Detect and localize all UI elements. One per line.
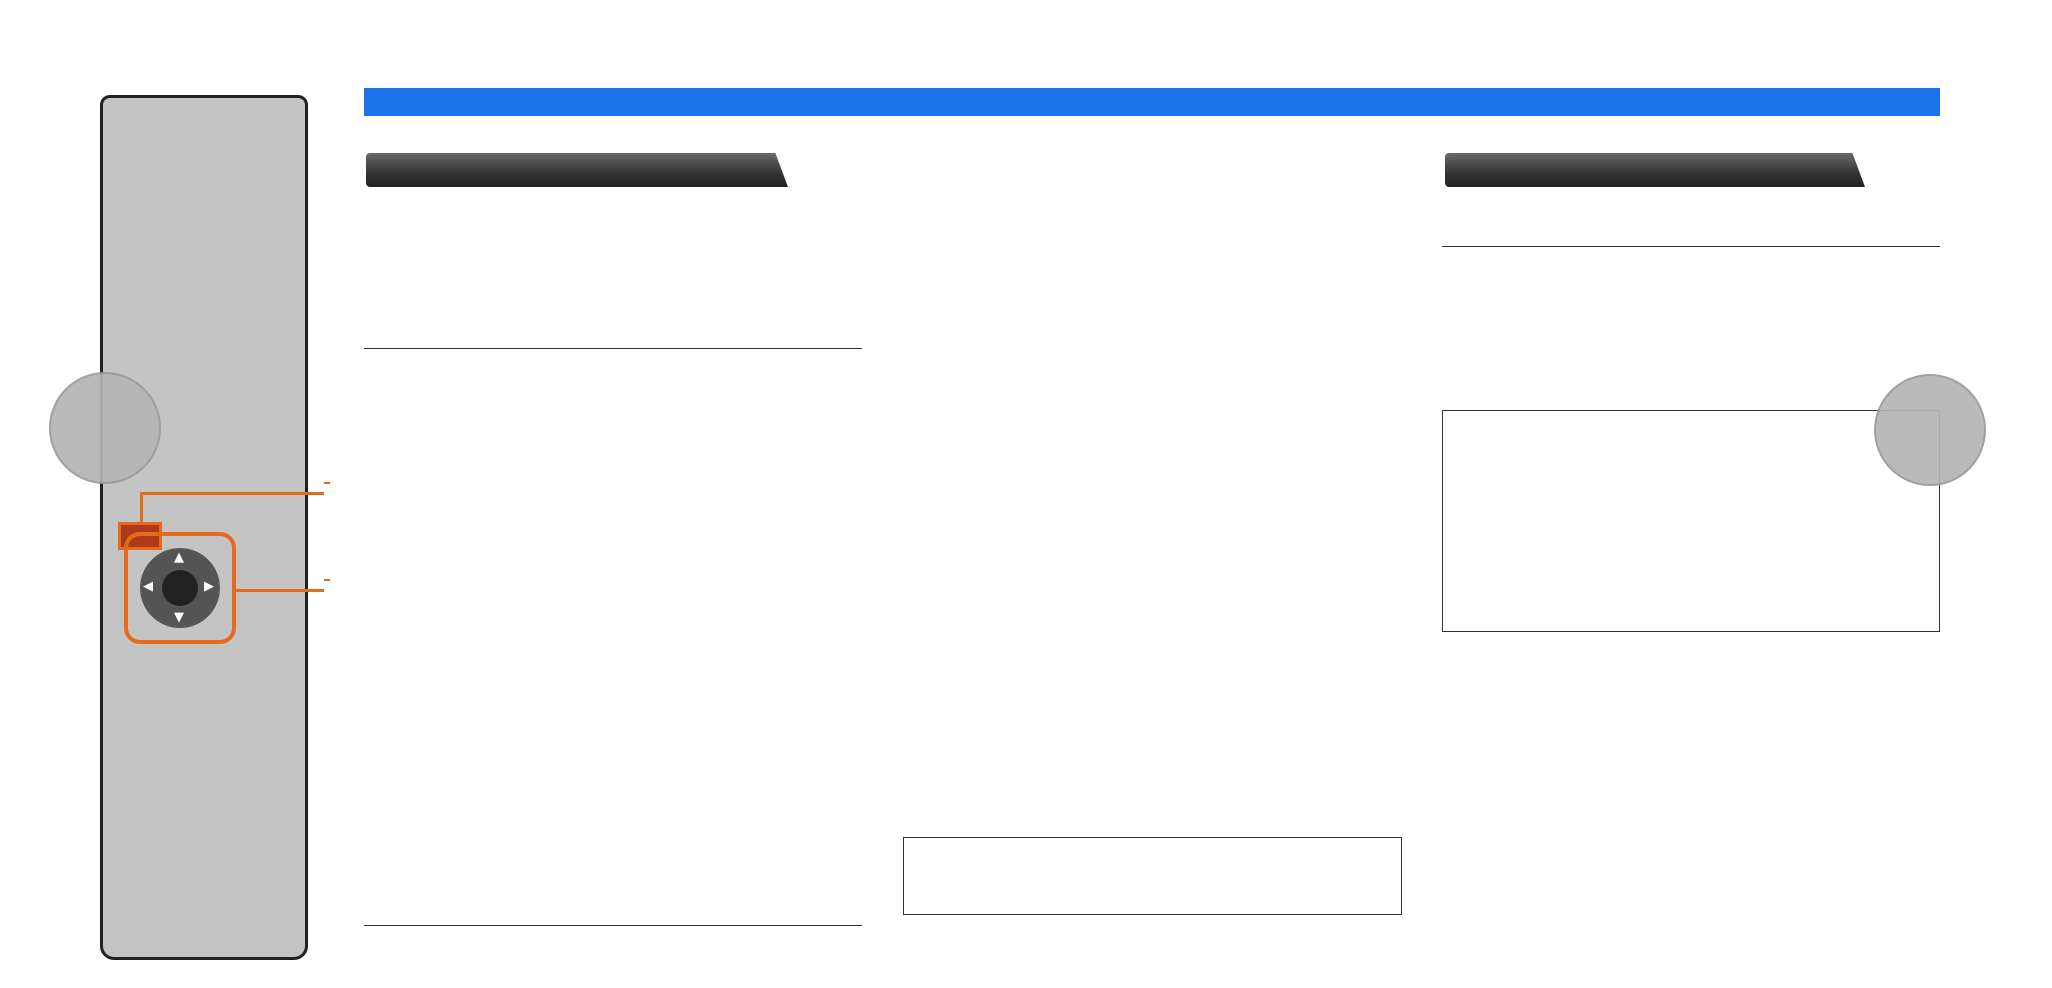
callout-11 bbox=[324, 579, 330, 581]
test-tone-table bbox=[1442, 246, 1940, 247]
section-bar bbox=[364, 88, 1940, 116]
cursor-down-icon: ▼ bbox=[174, 610, 184, 625]
cursor-up-icon: ▲ bbox=[174, 550, 184, 565]
callout-line-11 bbox=[236, 589, 324, 592]
section-heading-test-tone bbox=[1445, 153, 1865, 187]
cursor-right-icon: ▶ bbox=[204, 579, 214, 594]
remote-caption bbox=[102, 980, 107, 988]
peq-data-copy-table bbox=[364, 925, 862, 926]
cursor-left-icon: ◀ bbox=[143, 579, 153, 594]
enter-key bbox=[162, 570, 198, 606]
previous-page-button[interactable] bbox=[49, 372, 161, 484]
reset-note bbox=[903, 837, 1402, 915]
callout-10 bbox=[324, 482, 330, 484]
cursor-pad bbox=[140, 548, 220, 628]
callout-line-10 bbox=[140, 492, 324, 495]
peq-select-table bbox=[364, 348, 862, 349]
callout-line-10-vertical bbox=[140, 492, 143, 524]
section-heading-parametric-eq bbox=[366, 153, 788, 187]
test-tone-note bbox=[1442, 410, 1940, 632]
next-page-button[interactable] bbox=[1874, 374, 1986, 486]
